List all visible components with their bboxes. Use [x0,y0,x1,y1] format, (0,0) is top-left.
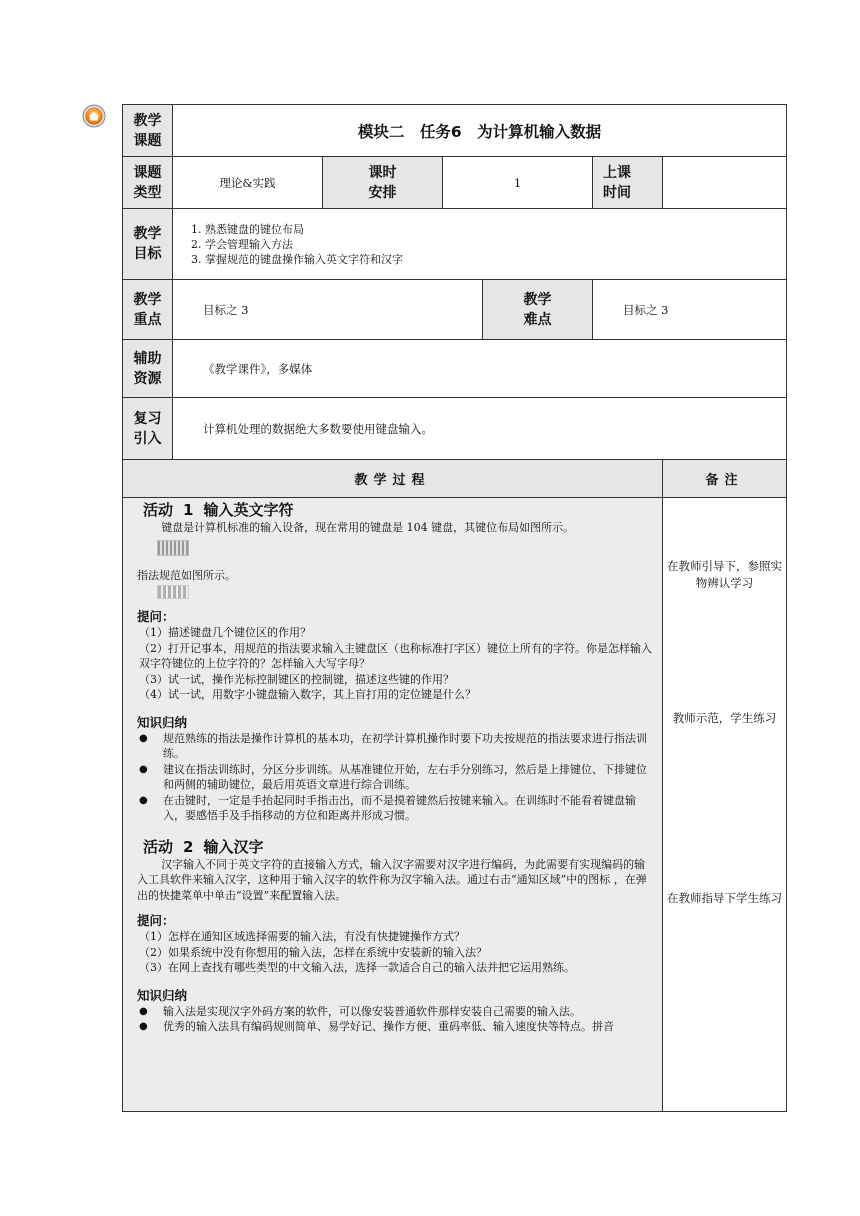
resources-value: 《教学课件》，多媒体 [173,340,787,398]
review-label: 复习 引入 [123,398,173,460]
activity-2-heading: 活动 2 输入汉字 [143,837,264,856]
questions-title: 提问： [137,913,175,928]
fingering-text: 指法规范如图所示。 [137,568,236,582]
question-item: （4）试一试，用数字小键盘输入数字，其上盲打用的定位键是什么？ [139,688,476,701]
questions-title: 提问： [137,609,175,624]
resources-label: 辅助 资源 [123,340,173,398]
knowledge-item: ● 在击键时，一定是手抬起同时手指击出，而不是摸着键然后按键来输入。在训练时不能看着键盘输入，要感悟手及手指移动的方位和距离并形成习惯。 [137,793,652,824]
home-icon[interactable] [82,104,106,128]
question-item: （3）试一试，操作光标控制键区的控制键，描述这些键的作用？ [139,672,454,686]
knowledge-item: ● 优秀的输入法具有编码规则简单、易学好记、操作方便、重码率低、输入速度快等特点。拼音 [137,1019,652,1035]
difficult-point-value: 目标之 3 [593,280,787,340]
question-item: （1）怎样在通知区域选择需要的输入法，有没有快捷键操作方式？ [139,930,465,943]
goal-item: 3. 掌握规范的键盘操作输入英文字符和汉字 [205,252,786,267]
hours-value: 1 [443,157,593,209]
remark-note: 教师示范，学生练习 [672,711,777,725]
knowledge-item: ● 规范熟练的指法是操作计算机的基本功，在初学计算机操作时要下功夫按规范的指法要求进行指法训练。 [137,731,652,762]
knowledge-title: 知识归纳 [137,714,188,730]
remark-note: 在教师引导下，参照实物辨认学习 [667,559,783,590]
process-content [123,498,663,1112]
course-title: 模块二 任务6 为计算机输入数据 [173,105,787,157]
goals-list [173,209,787,280]
remarks-column [663,498,787,1112]
process-header: 教学过程 [123,460,663,498]
activity-1-heading: 活动 1 输入英文字符 [143,501,294,519]
question-item: （3）在网上查找有哪些类型的中文输入法，选择一款适合自己的输入法并把它运用熟练。 [139,961,575,974]
knowledge-item: ● 输入法是实现汉字外码方案的软件，可以像安装普通软件那样安装自己需要的输入法。 [137,1004,652,1020]
knowledge-title: 知识归纳 [137,987,188,1003]
key-point-label: 教学 重点 [123,280,173,340]
question-item: （2）打开记事本，用规范的指法要求输入主键盘区（也称标准打字区）键位上所有的字符。你是怎样输入双字符键位的上位字符的？怎样输入大写字母？ [139,641,652,670]
keyboard-image-icon [157,540,189,556]
type-value: 理论&实践 [173,157,323,209]
type-label: 课题 类型 [123,157,173,209]
question-item: （2）如果系统中没有你想用的输入法，怎样在系统中安装新的输入法？ [139,945,487,959]
goals-label: 教学 目标 [123,209,173,280]
time-label: 上课 时间 [593,157,663,209]
activity-2-intro: 汉字输入不同于英文字符的直接输入方式，输入汉字需要对汉字进行编码，为此需要有实现编码的输入工具软件来输入汉字，这种用于输入汉字的软件称为汉字输入法。通过右击“通知区域”中的图标 ，在弹出的快捷菜单中单击“设置”来配置输入法。 [137,857,647,902]
remarks-header: 备注 [663,460,787,498]
question-item: （1）描述键盘几个键位区的作用？ [139,626,311,639]
fingering-image-icon [157,585,189,599]
key-point-value: 目标之 3 [173,280,483,340]
goal-item: 2. 学会管理输入方法 [205,237,786,252]
difficult-point-label: 教学 难点 [483,280,593,340]
goal-item: 1. 熟悉键盘的键位布局 [205,222,786,237]
activity-1-intro: 键盘是计算机标准的输入设备，现在常用的键盘是 104 键盘，其键位布局如图所示。 [161,521,575,534]
course-title-label: 教学 课题 [123,105,173,157]
lesson-plan-table [122,104,787,1112]
time-value [663,157,787,209]
remark-note: 在教师指导下学生练习 [667,891,783,905]
hours-label: 课时 安排 [323,157,443,209]
review-value: 计算机处理的数据绝大多数要使用键盘输入。 [173,398,787,460]
knowledge-item: ● 建议在指法训练时，分区分步训练。从基准键位开始，左右手分别练习，然后是上排键位、下排键位和两侧的辅助键位，最后用英语文章进行综合训练。 [137,762,652,793]
